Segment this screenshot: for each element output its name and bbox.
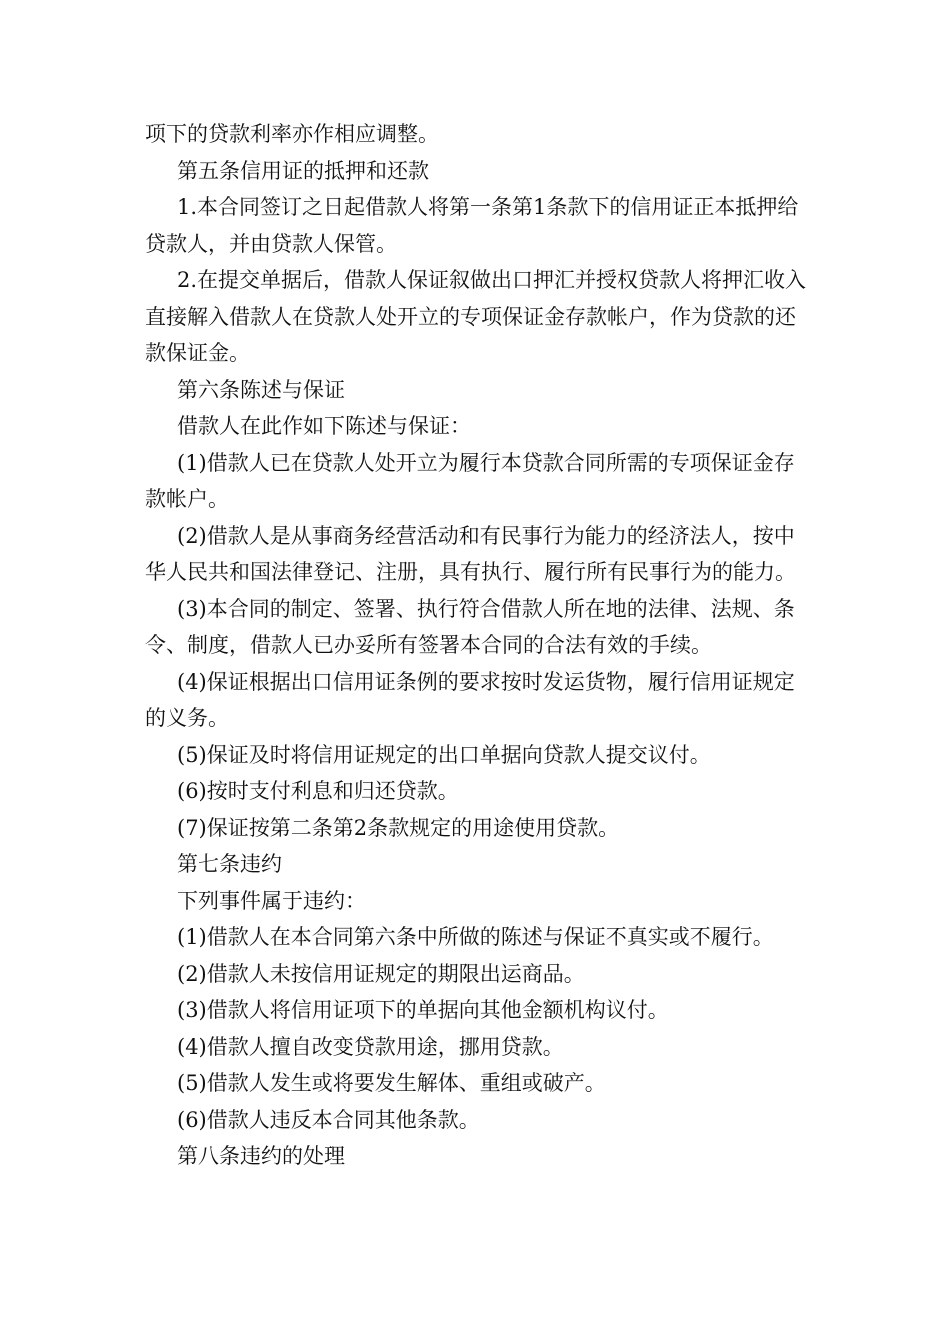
article-7-item-5: (5)借款人发生或将要发生解体、重组或破产。 [177,1071,606,1095]
document-body [145,116,815,1175]
article-6-item-3: (3)本合同的制定、签署、执行符合借款人所在地的法律、法规、条令、制度，借款人已办妥所有签署本合同的合法有效的手续。 [145,596,795,657]
article-7-heading: 第七条违约 [177,852,282,876]
article-5-heading: 第五条信用证的抵押和还款 [177,158,429,183]
article-7-item-6: (6)借款人违反本合同其他条款。 [177,1107,480,1132]
article-7-item-2: (2)借款人未按信用证规定的期限出运商品。 [177,961,585,986]
article-8-heading: 第八条违约的处理 [177,1144,345,1168]
article-5-clause-2: 2.在提交单据后，借款人保证叙做出口押汇并授权贷款人将押汇收入直接解入借款人在贷款人处开立的专项保证金存款帐户，作为贷款的还款保证金。 [145,268,807,365]
paragraph-continuation: 项下的贷款利率亦作相应调整。 [145,122,439,146]
article-6-item-6: (6)按时支付利息和归还贷款。 [177,779,459,803]
article-6-item-7: (7)保证按第二条第2条款规定的用途使用贷款。 [177,815,620,840]
article-7-intro: 下列事件属于违约： [177,888,366,913]
article-6-item-5: (5)保证及时将信用证规定的出口单据向贷款人提交议付。 [177,742,711,767]
article-6-heading: 第六条陈述与保证 [177,377,345,402]
article-6-item-4: (4)保证根据出口信用证条例的要求按时发运货物，履行信用证规定的义务。 [145,669,795,730]
article-6-intro: 借款人在此作如下陈述与保证： [177,414,471,438]
article-7-item-4: (4)借款人擅自改变贷款用途，挪用贷款。 [177,1034,564,1059]
article-6-item-2: (2)借款人是从事商务经营活动和有民事行为能力的经济法人，按中华人民共和国法律登记、注册，具有执行、履行所有民事行为的能力。 [145,523,796,584]
article-7-item-1: (1)借款人在本合同第六条中所做的陈述与保证不真实或不履行。 [177,925,774,949]
article-7-item-3: (3)借款人将信用证项下的单据向其他金额机构议付。 [177,998,669,1022]
article-6-item-1: (1)借款人已在贷款人处开立为履行本贷款合同所需的专项保证金存款帐户。 [145,450,795,511]
article-5-clause-1: 1.本合同签订之日起借款人将第一条第1条款下的信用证正本抵押给贷款人，并由贷款人保管。 [145,195,799,256]
